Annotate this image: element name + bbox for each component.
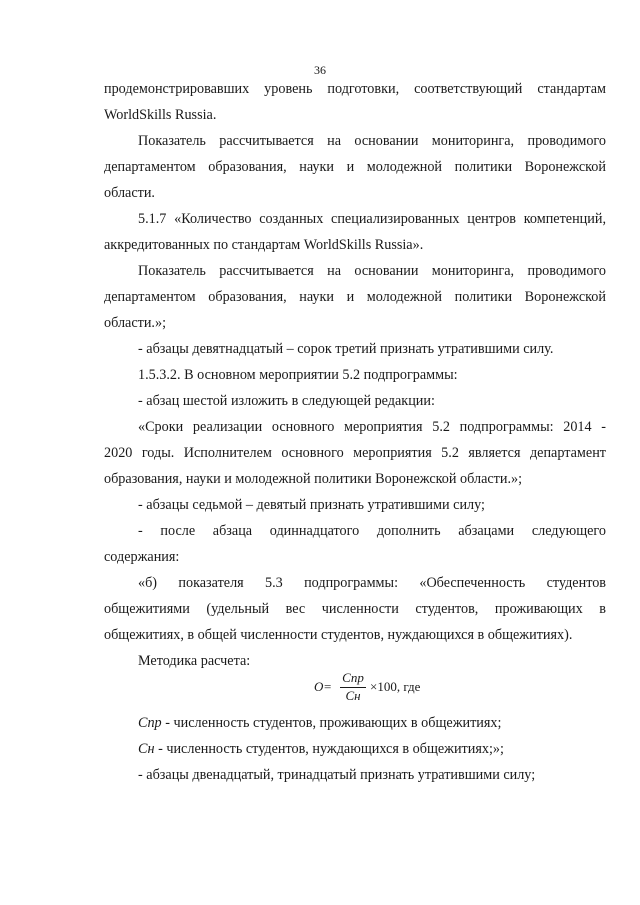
- paragraph-line: WorldSkills Russia.: [104, 107, 217, 123]
- paragraph-line: общежитиями (удельный вес численности студентов, проживающих в: [104, 601, 606, 617]
- paragraph-line: общежитиях, в общей численности студентов, нуждающихся в общежитиях).: [104, 627, 573, 643]
- paragraph-line: «б) показателя 5.3 подпрограммы: «Обеспеченность студентов: [138, 575, 606, 591]
- definition-text: - численность студентов, нуждающихся в общежитиях;»;: [154, 741, 504, 757]
- paragraph-line: - абзац шестой изложить в следующей редакции:: [138, 393, 435, 409]
- formula-denominator: Сн: [345, 688, 361, 703]
- definition-symbol: Сн: [138, 741, 155, 757]
- formula: [310, 670, 440, 706]
- paragraph-line: Показатель рассчитывается на основании мониторинга, проводимого: [138, 133, 606, 149]
- paragraph-line: Показатель рассчитывается на основании мониторинга, проводимого: [138, 263, 606, 279]
- paragraph-line: области.»;: [104, 315, 167, 331]
- paragraph-line: департаментом образования, науки и молодежной политики Воронежской: [104, 289, 606, 305]
- paragraph-line: - абзацы девятнадцатый – сорок третий признать утратившими силу.: [138, 341, 554, 357]
- paragraph-line: - после абзаца одиннадцатого дополнить абзацами следующего: [138, 523, 606, 539]
- paragraph-line: образования, науки и молодежной политики Воронежской области.»;: [104, 471, 523, 487]
- formula-equals: =: [324, 679, 332, 694]
- formula-multiplier: ×100, где: [370, 679, 421, 694]
- paragraph-line: 5.1.7 «Количество созданных специализированных центров компетенций,: [138, 211, 606, 227]
- paragraph-line: - абзацы седьмой – девятый признать утратившими силу;: [138, 497, 485, 513]
- paragraph-line: департаментом образования, науки и молодежной политики Воронежской: [104, 159, 606, 175]
- paragraph-line: продемонстрировавших уровень подготовки, соответствующий стандартам: [104, 81, 606, 97]
- paragraph-line: содержания:: [104, 549, 180, 565]
- paragraph-line: области.: [104, 185, 155, 201]
- definition-line: [138, 740, 606, 758]
- paragraph-line: 1.5.3.2. В основном мероприятии 5.2 подпрограммы:: [138, 367, 458, 383]
- paragraph-line: аккредитованных по стандартам WorldSkills Russia».: [104, 237, 424, 253]
- paragraph-line: «Сроки реализации основного мероприятия 5.2 подпрограммы: 2014 -: [138, 419, 606, 435]
- definition-symbol: Спр: [138, 715, 162, 731]
- formula-lhs: О: [314, 679, 324, 694]
- paragraph-line: Методика расчета:: [138, 653, 251, 669]
- paragraph-line: - абзацы двенадцатый, тринадцатый признать утратившими силу;: [138, 767, 536, 783]
- formula-numerator: Спр: [342, 670, 364, 685]
- paragraph-line: 2020 годы. Исполнителем основного мероприятия 5.2 является департамент: [104, 445, 606, 461]
- definition-text: - численность студентов, проживающих в общежитиях;: [161, 715, 502, 731]
- page-number: 36: [314, 63, 326, 77]
- definition-line: [138, 714, 606, 732]
